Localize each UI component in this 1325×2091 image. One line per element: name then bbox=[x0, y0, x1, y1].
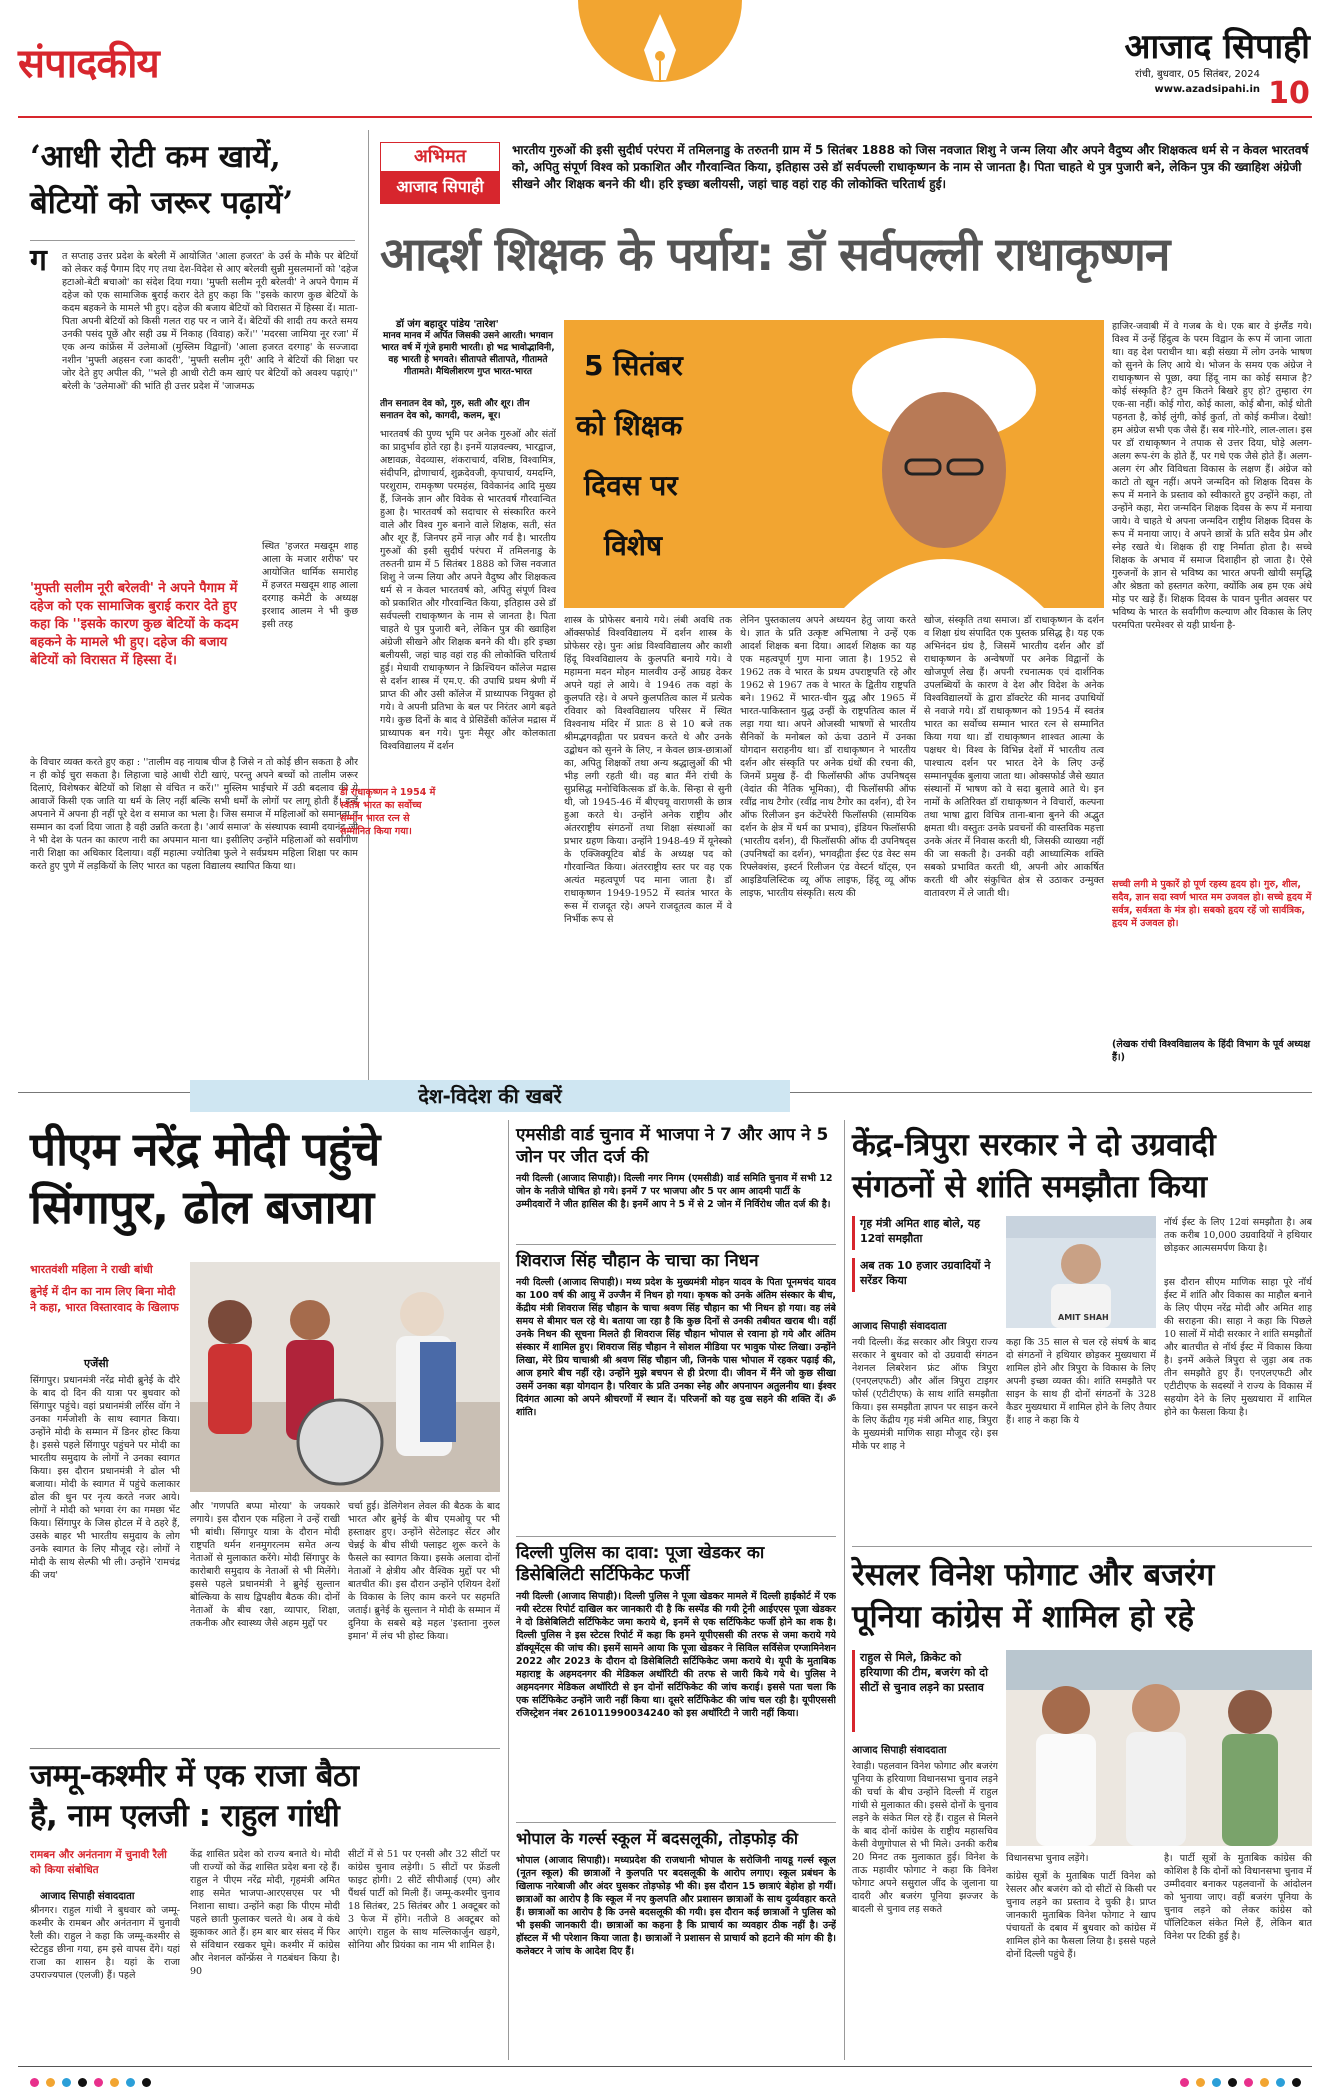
footer-dot bbox=[142, 2078, 151, 2087]
rahul-byline: आजाद सिपाही संवाददाता bbox=[40, 1891, 135, 1902]
footer-dot bbox=[1260, 2078, 1269, 2087]
abhimat-verse2: तीन सनातन देव को, गुरु, सती और शूर। तीन सनातन देव को, कागदी, कलम, बूर। bbox=[380, 399, 530, 421]
vinesh-side-box: राहुल से मिले, क्रिकेट को हरियाणा की टीम, बजरंग को दो सीटों से चुनाव लड़ने का प्रस्ताव bbox=[852, 1650, 998, 1732]
tripura-side-box1: गृह मंत्री अमित शाह बोले, यह 12वां समझौता bbox=[852, 1216, 998, 1250]
abhimat-label-bottom: आजाद सिपाही bbox=[381, 171, 499, 203]
footer-dots-right bbox=[1180, 2072, 1308, 2091]
khedkar-body: नयी दिल्ली (आजाद सिपाही)। दिल्ली पुलिस ने पूजा खेडकर मामले में दिल्ली हाईकोर्ट में एक नयी स्टेटस रिपोर्ट दाखिल कर जानकारी दी है कि सस्पेंड की गयी ट्रेनी आईएएस पूजा खेडकर ने दो डिसेबिलिटी सर्टिफिकेट जमा कराये थे, इनमें से एक सर्टिफिकेट फर्जी होने का शक है। दिल्ली पुलिस ने इस स्टेटस रिपोर्ट में कहा कि हमने यूपीएससी की तरफ से जमा कराये गये डॉक्यूमेंट्स की जांच की। इसमें सामने आया कि पूजा खेडकर ने सिविल सर्विसेज एग्जामिनेशन 2022 और 2023 के दौरान दो डिसेबिलिटी सर्टिफिकेट जमा कराये थे। यूपी के मुताबिक महाराष्ट्र के अहमदनगर की मेडिकल अथॉरिटी की तरफ से जारी किये गये थे। पुलिस ने अहमदनगर मेडिकल अथॉरिटी से इन दोनों सर्टिफिकेट की जांच कराई। इससे पता चला कि एक सर्टिफिकेट उन्होंने जारी नहीं किया था। दूसरे सर्टिफिकेट की जांच चल रही है। यूपीएससी रजिस्ट्रेशन नंबर 261011990034240 को इस अथॉरिटी ने जारी नहीं किया। bbox=[516, 1591, 836, 1719]
modi-body3: चर्चा हुई। डेलिगेशन लेवल की बैठक के बाद भारत और ब्रुनेई के बीच एमओयू पर भी हस्ताक्षर हुए। उन्होंने सेटेलाइट सेंटर और चेन्नई के बीच सीधी फ्लाइट शुरू करने के फैसले का स्वागत किया। इसके अलावा दोनों नेताओं ने क्षेत्रीय और वैश्विक मुद्दों पर भी बातचीत की। इस दौरान उन्होंने एशियन देशों के विकास के लिए काम करने पर सहमति जताई। ब्रुनेई के सुल्तान ने मोदी के सम्मान में दुनिया के सबसे बड़े महल 'इस्ताना नुरुल इमान' में लंच भी होस्ट किया। bbox=[348, 1501, 500, 1642]
modi-agency: एजेंसी bbox=[84, 1357, 109, 1370]
abhimat-col1: भारतवर्ष की पुण्य भूमि पर अनेक गुरुओं और संतों का प्रादुर्भाव होते रहा है। इनमें याज्ञवल्क्य, भारद्वाज, अष्टावक्र, वेदव्यास, शंकराचार्य, वशिष्ठ, विश्वामित्र, संदीपनि, द्रोणाचार्य, शुक्रदेवजी, कृपाचार्य, यमदग्नि, परशुराम, रामकृष्ण परमहंस, विवेकानंद आदि मुख्य हैं, जिनके ज्ञान और विवेक से भारतवर्ष गौरवान्वित हुआ है। भारतवर्ष को सदाचार से संस्कारित करने वाले और विश्व गुरु बनाने वाले शिक्षक, सती, संत और शूर हैं, जिनपर हमें नाज़ और गर्व है। भारतीय गुरुओं की इसी सुदीर्घ परंपरा में तमिलनाडु के तरुतनी ग्राम में 5 सितंबर 1888 को जिस नवजात शिशु ने जन्म लिया और अपने वैदुष्य और शिक्षकत्व धर्म से न केवल भारतवर्ष को, अपितु संपूर्ण विश्व को प्रकाशित और गौरवान्वित किया, इतिहास उसे डॉ सर्वपल्ली राधाकृष्णन के नाम से जानता है। पिता चाहते थे पुत्र पुजारी बने, लेकिन पुत्र की ख्वाहिश अंग्रेजी सीखने और शिक्षक बनने की थी। हरि इच्छा बलीयसी, जहां चाह वहां राह की लोकोक्ति चरितार्थ हुई। मेधावी राधाकृष्णन ने क्रिश्चियन कॉलेज मद्रास से दर्शन शास्त्र में एम.ए. की उपाधि प्रथम श्रेणी में प्राप्त की और उसी कॉलेज में प्राध्यापक नियुक्त हो गये। वे अपनी प्रतिभा के बल पर निरंतर आगे बढ़ते गये। कुछ दिनों के बाद वे प्रेसिडेंसी कॉलेज मद्रास में प्राध्यापक बन गये। पुनः मैसूर और कोलकाता विश्वविद्यालय में दर्शन bbox=[380, 429, 556, 752]
tripura-col1: नयी दिल्ली। केंद्र सरकार और त्रिपुरा राज्य सरकार ने बुधवार को दो उग्रवादी संगठन नेशनल लिबरेशन फ्रंट ऑफ त्रिपुरा (एनएलएफटी) और ऑल त्रिपुरा टाइगर फोर्स (एटीटीएफ) के साथ शांति समझौता किया। इस समझौता ज्ञापन पर साइन करने के लिए केंद्रीय गृह मंत्री अमित शाह, त्रिपुरा के मुख्यमंत्री माणिक साहा मौजूद रहे। इस मौके पर शाह ने bbox=[852, 1337, 998, 1452]
footer-dot bbox=[1292, 2078, 1301, 2087]
page-number: 10 bbox=[1268, 76, 1310, 111]
modi-subhead: ब्रुनेई में दीन का नाम लिए बिना मोदी ने कहा, भारत विस्तारवाद के खिलाफ bbox=[30, 1285, 179, 1314]
rahul-col3: सीटों में से 51 पर एनसी और 32 सीटों पर कांग्रेस चुनाव लड़ेगी। 5 सीटों पर फ्रेंडली फाइट होगी। 2 सीटें सीपीआई (एम) और पैंथर्स पार्टी को मिली हैं। जम्मू-कश्मीर चुनाव 18 सितंबर, 25 सितंबर और 1 अक्टूबर को 3 फेज में होंगे। नतीजे 8 अक्टूबर को आएंगे। राहुल के साथ मल्लिकार्जुन खड़गे, सोनिया और प्रियंका का नाम भी शामिल है। bbox=[348, 1849, 500, 1951]
khedkar-headline: दिल्ली पुलिस का दावा: पूजा खेडकर का डिसेबिलिटी सर्टिफिकेट फर्जी bbox=[516, 1543, 765, 1585]
modi-headline bbox=[30, 1120, 500, 1236]
footer-dot bbox=[78, 2078, 87, 2087]
tripura-col3: इस दौरान सीएम माणिक साहा पूरे नॉर्थ ईस्ट में शांति और विकास का माहौल बनाने के लिए पीएम नरेंद्र मोदी और अमित शाह की सराहना की। साहा ने कहा कि पिछले 10 सालों में मोदी सरकार ने शांति समझौतों और बातचीत से नॉर्थ ईस्ट में विकास किया है। इनमें अकेले त्रिपुरा से जुड़ा अब तक तीन समझौते हुए हैं। एनएलएफटी और एटीटीएफ के सदस्यों ने राज्य के विकास में सहयोग देने के लिए मुख्यधारा में शामिल होने का फैसला किया है। bbox=[1164, 1277, 1312, 1418]
footer-dot bbox=[1276, 2078, 1285, 2087]
footer-dots-left bbox=[30, 2072, 158, 2091]
abhimat-headline: आदर्श शिक्षक के पर्याय: डॉ सर्वपल्ली राधाकृष्णन bbox=[380, 227, 1170, 281]
mcd-headline: एमसीडी वार्ड चुनाव में भाजपा ने 7 और आप ने 5 जोन पर जीत दर्ज की bbox=[516, 1125, 829, 1167]
abhimat-col2: शास्त्र के प्रोफेसर बनाये गये। लंबी अवधि तक ऑक्सफोर्ड विश्वविद्यालय में दर्शन शास्त्र के प्रोफेसर रहे। पुनः आंध्र विश्वविद्यालय और काशी हिंदू विश्वविद्यालय के कुलपति बनाये गये। वे महामना मदन मोहन मालवीय उन्हें आग्रह देकर अपने यहां ले आये। वे 1946 तक वहां के कुलपति रहे। वे अपने कुलपतित्व काल में प्रत्येक रविवार को विश्वविद्यालय परिसर में स्थित विश्वनाथ मंदिर में प्रातः 8 से 10 बजे तक श्रीमद्भगवद्गीता पर प्रवचन करते थे और उनके उद्बोधन को सुनने के लिए, न केवल छात्र-छात्राओं का, अपितु शिक्षकों तथा अन्य श्रद्धालुओं की भी भीड़ लगी रहती थी। वह बात मैंने रांची के सुप्रसिद्ध मनोचिकित्सक डॉ के.के. सिन्हा से सुनी थी, जो 1945-46 में बीएचयू वाराणसी के छात्र हुआ करते थे। उन्होंने अनेक राष्ट्रीय और अंतरराष्ट्रीय संगठनों तथा शिक्षा संस्थाओं का प्रभार ग्रहण किया। उन्होंने 1948-49 में यूनेस्को के एक्जिक्यूटिव बोर्ड के अध्यक्ष पद को गौरवान्वित किया। अंतरराष्ट्रीय स्तर पर वह एक अत्यंत महत्वपूर्ण पद माना जाता है। डॉ राधाकृष्णन 1949-1952 में स्वतंत्र भारत के रूस में राजदूत रहे। अपने राजदूतत्व काल में वे निर्भीक रूप से bbox=[564, 615, 732, 925]
rahul-headline-line1: जम्मू-कश्मीर में एक राजा बैठा bbox=[30, 1758, 359, 1794]
editorial-headline bbox=[30, 134, 360, 226]
news-band: देश-विदेश की खबरें bbox=[190, 1080, 790, 1112]
footer-dot bbox=[46, 2078, 55, 2087]
poster-line4: विशेष bbox=[604, 529, 663, 562]
poster-line3: दिवस पर bbox=[584, 469, 678, 502]
bhopal-headline: भोपाल के गर्ल्स स्कूल में बदसलूकी, तोड़फोड़ की bbox=[516, 1829, 799, 1848]
tripura-headline-line2: संगठनों से शांति समझौता किया bbox=[852, 1169, 1208, 1205]
modi-headline-line2: सिंगापुर, ढोल बजाया bbox=[30, 1180, 374, 1234]
abhimat-col4: खोज, संस्कृति तथा समाज। डॉ राधाकृष्णन के दर्शन व शिक्षा ग्रंथ संपादित एक पुस्तक प्रसिद्ध है। यह एक अभिनंदन ग्रंथ है, जिसमें भारतीय दर्शन और डॉ राधाकृष्णन के अन्वेषणों पर अनेक विद्वानों के खोजपूर्ण लेख हैं। अपनी रचनात्मक एवं दार्शनिक उपलब्धियों के कारण वे देश और विदेश के अनेक विश्वविद्यालयों के द्वारा डॉक्टरेट की मानद उपाधियों से नवाजे गये। डॉ राधाकृष्णन को 1954 में स्वतंत्र भारत का सर्वोच्च सम्मान भारत रत्न से सम्मानित किया गया था। डॉ राधाकृष्णन शाश्वत आत्मा के पक्षधर थे। विश्व के विभिन्न देशों में भारतीय तत्व पाश्चात्य दर्शन पर भारत देने के लिए उन्हें सम्मानपूर्वक बुलाया जाता था। ओक्सफोर्ड जैसे ख्यात संस्थानों में भाषण को वे सदा बुलावे आते थे। इन नामों के अतिरिक्त डॉ राधाकृष्णन ने विचारों, कल्पना तथा भाषा द्वारा विचित्र ताना-बाना बुनने की अद्भुत क्षमता थी। वस्तुतः उनके प्रवचनों की वास्तविक महत्ता उनके अंतर में निवास करती थी, जिसकी व्याख्या नहीं की जा सकती है। उनकी वही आध्यात्मिक शक्ति सबको प्रभावित करती थी, अपनी ओर आकर्षित करती थी और संकुचित क्षेत्र से उठाकर उन्मुक्त वातावरण में ले जाती थी। bbox=[924, 615, 1104, 899]
modi-body2: और 'गणपति बप्पा मोरया' के जयकारे लगाये। इस दौरान एक महिला ने उन्हें राखी भी बांधी। सिंगापुर यात्रा के दौरान मोदी राष्ट्रपति थर्मन शनमुगरत्नम समेत अन्य नेताओं से मुलाकात करेंगे। मोदी सिंगापुर के कारोबारी समुदाय के नेताओं से भी मिलेंगे। इससे पहले प्रधानमंत्री ने ब्रुनेई सुल्तान बोल्किया के साथ द्विपक्षीय बैठक की। दोनों नेताओं के बीच रक्षा, व्यापार, शिक्षा, तकनीक और स्वास्थ्य जैसे अहम मुद्दों पर bbox=[190, 1501, 340, 1629]
tripura-headline bbox=[852, 1124, 1312, 1208]
website: www.azadsipahi.in bbox=[1154, 84, 1260, 95]
vinesh-headline-line1: रेसलर विनेश फोगाट और बजरंग bbox=[852, 1557, 1215, 1593]
footer-dot bbox=[1212, 2078, 1221, 2087]
footer-dot bbox=[126, 2078, 135, 2087]
abhimat-intro: भारतीय गुरुओं की इसी सुदीर्घ परंपरा में तमिलनाडु के तरुतनी ग्राम में 5 सितंबर 1888 को जिस नवजात शिशु ने जन्म लिया और अपने वैदुष्य और शिक्षकत्व धर्म से न केवल भारतवर्ष को, अपितु संपूर्ण विश्व को प्रकाशित और गौरवान्वित किया, इतिहास उसे डॉ सर्वपल्ली राधाकृष्णन के नाम से जानता है। पिता चाहते थे पुत्र पुजारी बने, लेकिन पुत्र की ख्वाहिश अंग्रेजी सीखने और शिक्षक बनने की थी। हरि इच्छा बलीयसी, जहां चाह वहां राह की लोकोक्ति चरितार्थ हुई। bbox=[512, 143, 1309, 191]
abhimat-col5: हाजिर-जवाबी में वे गजब के थे। एक बार वे इंग्लैंड गये। विश्व में उन्हें हिंदुत्व के परम विद्वान के रूप में जाना जाता था। वह देश पराधीन था। बड़ी संख्या में लोग उनके भाषण को सुनने के लिए आये थे। भोजन के समय एक अंग्रेज ने राधाकृष्णन से पूछा, क्या हिंदू नाम का कोई समाज है? कोई संस्कृति है? तुम कितने बिखरे हुए हो? तुम्हारा रंग एक-सा नहीं। कोई गोरा, कोई काला, कोई बौना, कोई धोती पहनता है, कोई लुंगी, कोई कुर्ता, तो कोई कमीज। देखो! हम अंग्रेज सभी एक जैसे हैं। सब गोरे-गोरे, लाल-लाल। इस पर डॉ राधाकृष्णन ने तपाक से उत्तर दिया, घोड़े अलग-अलग रूप-रंग के होते हैं, पर गधे एक जैसे होते हैं। अलग-अलग रंग और विविधता विकास के लक्षण हैं। अंग्रेज को काटो तो खून नहीं। अपने जन्मदिन को शिक्षक दिवस के रूप में मनाने के प्रस्ताव को स्वीकारते हुए उन्होंने कहा, तो उन्होंने कहा, मेरा जन्मदिन शिक्षक दिवस के रूप में मनाया जाये। वे चाहते थे अपना जन्मदिन राष्ट्रीय शिक्षक दिवस के रूप में मनाया जाए। वे अपने छात्रों के प्रति सदैव प्रेम और स्नेह रखते थे। शिक्षक ही राष्ट्र निर्माता होता है। सच्चे शिक्षक के अभाव में समाज दिशाहीन हो जाता है। ऐसे गुरुजनों के ज्ञान से भविष्य का भारत अपनी खोयी समृद्धि और श्रेष्ठता को हस्तगत करेगा, क्योंकि अब हम एक अंधे मोड़ पर खड़े हैं। शिक्षक दिवस के पावन पुनीत अवसर पर भविष्य के भारत के सर्वांगीण कल्याण और विकास के लिए परमपिता परमेश्वर से यही प्रार्थना है- bbox=[1112, 321, 1312, 631]
paper-name: आजाद सिपाही bbox=[1124, 27, 1310, 67]
abhimat-verse: मानव मानव में अर्पित जिसकी उसने आरती। भगवान भारत वर्ष में गूंजे हमारी भारती। हो भद्र भावोद्भाविनी, वह भारती हे भगवते। सीतापते सीतापते, गीतामते गीतामते। मैथिलीशरण गुप्त भारत-भारत bbox=[381, 331, 555, 377]
footer-dot bbox=[1228, 2078, 1237, 2087]
rahul-subhead: रामबन और अनंतनाग में चुनावी रैली को किया संबोधित bbox=[30, 1849, 167, 1876]
shivraj-body: नयी दिल्ली (आजाद सिपाही)। मध्य प्रदेश के मुख्यमंत्री मोहन यादव के पिता पूनमचंद यादव का 100 वर्ष की आयु में उज्जैन में निधन हो गया। कृषक को उनके अंतिम संस्कार के बीच, केंद्रीय मंत्री शिवराज सिंह चौहान के चाचा श्रवण सिंह चौहान का भी निधन हो गया। वह लंबे समय से बीमार चल रहे थे। बताया जा रहा है कि कुछ दिनों से उनकी तबीयत खराब थी। वहीं उनके निधन की सूचना मिलते ही शिवराज सिंह चौहान भोपाल से रवाना हो गये और अंतिम संस्कार में शामिल हुए। शिवराज सिंह चौहान ने सोशल मीडिया पर भावुक पोस्ट लिखा। उन्होंने लिखा, मेरे प्रिय चाचाश्री श्री श्रवण सिंह चौहान जी, जिनके पास भोपाल में रहकर पढ़ाई की, आज हमारे बीच नहीं रहे। उन्होंने मुझे बचपन से ही प्रेरणा दी। जीवन में मैंने जो कुछ सीखा उसमें उनका बड़ा योगदान है। परिवार के प्रति उनका स्नेह और अपनापन अतुलनीय था। ईश्वर दिवंगत आत्मा को अपने श्रीचरणों में स्थान दें। परिजनों को यह दुख सहने की शक्ति दें। ॐ शांति। bbox=[516, 1277, 836, 1418]
abhimat-label-top: अभिमत bbox=[413, 146, 467, 167]
editorial-para1: त सप्ताह उत्तर प्रदेश के बरेली में आयोजित 'आला हजरत' के उर्स के मौके पर बेटियों को लेकर कई पैगाम दिए गए तथा देश-विदेश से आए बरेलवी सुन्नी मुसलमानों को 'दहेज हटाओ-बेटी बचाओ' का संदेश दिया गया। 'मुफ्ती सलीम नूरी बरेलवी' ने अपने पैगाम में दहेज को एक सामाजिक बुराई करार देते हुए कहा कि ''इसके कारण कुछ बेटियों के कदम बहकने के मामले भी हुए। दहेज की बजाय बेटियों को विरासत में हिस्सा दें। माता-पिता अपनी बेटियों को किसी गलत राह पर न जाने दें। बेटियों की शादी तय करते समय उनकी पसंद पूछें और सही उम्र में निकाह (विवाह) करें।'' 'मदरसा जामिया नूर रजा' में एक अन्य कांफ्रेंस में उलेमाओं (मुस्लिम विद्वानों) 'आला हजरत दरगाह' के सज्जादा नशीन 'मुफ्ती अहसन रजा कादरी', 'मुफ्ती सलीम नूरी' आदि ने बेटियों की शिक्षा पर जोर देते हुए अपील की, ''भले ही आधी रोटी कम खाएं पर बेटियों को अवश्य पढ़ाएं।'' बरेली के 'उलेमाओं' की भांति ही उत्तर प्रदेश में 'जाजमऊ bbox=[62, 251, 358, 392]
editorial-headline-line1: ‘आधी रोटी कम खायें, bbox=[30, 139, 281, 175]
vinesh-headline bbox=[852, 1554, 1312, 1638]
modi-photo bbox=[190, 1262, 500, 1492]
abhimat-author: डॉ जंग बहादुर पांडेय 'तारेश' bbox=[396, 319, 499, 330]
dropcap: ग bbox=[30, 243, 47, 278]
tripura-col2: कहा कि 35 साल से चल रहे संघर्ष के बाद दो संगठनों ने हथियार छोड़कर मुख्यधारा में शामिल होने और त्रिपुरा के विकास के लिए अपनी इच्छा व्यक्त की। शांति समझौते पर साइन के साथ ही दोनों संगठनों के 328 कैडर मुख्यधारा में शामिल होने के लिए तैयार हैं। शाह ने कहा कि ये bbox=[1006, 1337, 1156, 1426]
pen-nib-logo bbox=[570, 0, 750, 110]
abhimat-verse-end: सच्ची लगी मे पुकारें हो पूर्ण रहस्य हृदय हो। गुरु, शील, सदैव, ज्ञान सदा स्वर्ण भारत मम उजवल हो। सच्चे हृदय में सर्वत्र, सर्वत्रता के मंत्र हो। सबको हृदय रहें जो सार्वत्रिक, हृदय में उजवल हो। bbox=[1112, 879, 1312, 929]
rahul-headline-line2: है, नाम एलजी : राहुल गांधी bbox=[30, 1798, 340, 1834]
amit-shah-caption: AMIT SHAH bbox=[1058, 1313, 1109, 1322]
footer-dot bbox=[1180, 2078, 1189, 2087]
tripura-side-box2: अब तक 10 हजार उग्रवादियों ने सरेंडर किया bbox=[852, 1258, 998, 1292]
date-line: रांची, बुधवार, 05 सितंबर, 2024 bbox=[1135, 69, 1260, 80]
teachers-day-poster bbox=[564, 320, 1104, 608]
rahul-col2: केंद्र शासित प्रदेश को राज्य बनाते थे। मोदी जी राज्यों को केंद्र शासित प्रदेश बना रहे हैं। राहुल ने पीएम नरेंद्र मोदी, गृहमंत्री अमित शाह समेत भाजपा-आरएसएस पर भी निशाना साधा। उन्होंने कहा कि पीएम मोदी पहले छाती फुलाकर चलते थे। अब वे कंधे झुकाकर आते हैं। हम बार बार संसद में फिर से संविधान रखकर घूमे। कश्मीर में कांग्रेस और नेशनल कॉन्फ्रेंस ने गठबंधन किया है। 90 bbox=[190, 1849, 340, 1977]
editorial-para2: के विचार व्यक्त करते हुए कहा : ''तालीम वह नायाब चीज है जिसे न तो कोई छीन सकता है और न ही कोई चुरा सकता है। लिहाजा चाहे आधी रोटी खाएं, परन्तु अपने बच्चों को तालीम जरूर दिलाएं, विशेषकर बेटियों को शिक्षा से वंचित न करें।'' मुस्लिम भाईचारे में उठी बदलाव की ये आवाजें किसी एक जाति या धर्म के लिए नहीं बल्कि सभी धर्मों के लोगों पर लागू होती हैं। इन्हें अपनाने में अपना ही नहीं पूरे देश व समाज का भला है। जिस समाज में महिलाओं को समानता व सम्मान का दर्जा दिया जाता है वही उन्नति करता है। 'आर्य समाज' के संस्थापक स्वामी दयानंद जी ने भी देश के पतन का कारण नारी का अपमान माना था। इसीलिए उन्होंने महिलाओं को सर्वांगीण नारी शिक्षा का अधिकार दिलाया। वहीं महात्मा ज्योतिबा फुले ने सर्वप्रथम महिला शिक्षा पर काम करते हुए पुणे में लड़कियों के लिए भारत का पहला विद्यालय स्थापित किया था। bbox=[30, 757, 358, 872]
mcd-body: नयी दिल्ली (आजाद सिपाही)। दिल्ली नगर निगम (एमसीडी) वार्ड समिति चुनाव में सभी 12 जोन के नतीजे घोषित हो गये। इनमें 7 पर भाजपा और 5 पर आम आदमी पार्टी के उम्मीदवारों ने जीत हासिल की है। इनमें आप ने 5 में से 2 जोन में निर्विरोध जीत दर्ज की है। bbox=[516, 1173, 833, 1210]
footer-dot bbox=[1196, 2078, 1205, 2087]
radhakrishnan-portrait bbox=[784, 320, 1104, 608]
abhimat-author-note: (लेखक रांची विश्वविद्यालय के हिंदी विभाग के पूर्व अध्यक्ष हैं।) bbox=[1112, 1039, 1311, 1063]
amit-shah-photo bbox=[1006, 1216, 1156, 1328]
rahul-col1: श्रीनगर। राहुल गांधी ने बुधवार को जम्मू-कश्मीर के रामबन और अनंतनाग में चुनावी रैली की। राहुल ने कहा कि जम्मू-कश्मीर से स्टेटहुड छीना गया, हम इसे वापस देंगे। यहां राजा का शासन है। यहां के राजा उपराज्यपाल (एलजी) हैं। पहले bbox=[30, 1905, 180, 1981]
tripura-byline: आजाद सिपाही संवाददाता bbox=[852, 1321, 947, 1332]
footer-dot bbox=[1244, 2078, 1253, 2087]
editorial-headline-line2: बेटियों को जरूर पढ़ायें’ bbox=[30, 185, 294, 221]
vinesh-col2: कांग्रेस सूत्रों के मुताबिक पार्टी विनेश को रेसलर और बजरंग को दो सीटों से किसी पर चुनाव लड़ने का प्रस्ताव दे चुकी है। प्राप्त जानकारी मुताबिक विनेश फोगाट ने खाप पंचायतों के दबाव में बुधवार को कांग्रेस में शामिल होने का फैसला लिया है। इससे पहले दोनों दिल्ली पहुंचे हैं। bbox=[1006, 1871, 1156, 1960]
footer-dot bbox=[62, 2078, 71, 2087]
abhimat-side-quote: डॉ राधाकृष्णन ने 1954 में स्वतंत्र भारत का सर्वोच्च सम्मान भारत रत्न से सम्मानित किया गया। bbox=[340, 787, 436, 837]
tripura-headline-line1: केंद्र-त्रिपुरा सरकार ने दो उग्रवादी bbox=[852, 1127, 1216, 1163]
vinesh-col2-top: विधानसभा चुनाव लड़ेंगे। bbox=[1006, 1853, 1089, 1864]
footer-dot bbox=[110, 2078, 119, 2087]
poster-line1: 5 सितंबर bbox=[584, 349, 683, 382]
abhimat-col3: लेनिन पुस्तकालय अपने अध्ययन हेतु जाया करते थे। ज्ञात के प्रति उत्कृष्ट अभिलाषा ने उन्हें एक आदर्श शिक्षक बना दिया। आदर्श शिक्षक का यह एक महत्वपूर्ण गुण माना जाता है। 1952 से 1962 तक वे भारत के प्रथम उपराष्ट्रपति रहे और 1962 से 1967 तक वे भारत के द्वितीय राष्ट्रपति बने। 1962 में भारत-चीन युद्ध और 1965 में भारत-पाकिस्तान युद्ध उन्हीं के राष्ट्रपतित्व काल में लड़ा गया था। अपने ओजस्वी भाषणों से भारतीय सैनिकों के मनोबल को ऊंचा उठाने में उनका योगदान सराहनीय था। डॉ राधाकृष्णन ने भारतीय दर्शन और संस्कृति पर अनेक ग्रंथों की रचना की, जिनमें प्रमुख हैं- दी फिलॉसफी ऑफ उपनिषद्स (वेदांत की नैतिक भूमिका), दी फिलॉसफी ऑफ रवींद्र नाथ टैगोर (रवींद्र नाथ टैगोर का दर्शन), दी रेन ऑफ रिलीजन इन कंटेंपरेरी फिलॉसफी (सामयिक दर्शन के क्षेत्र में धर्म का प्रभाव), इंडियन फिलॉसफी (भारतीय दर्शन), दी फिलॉसफी ऑफ दी उपनिषद्स (उपनिषदों का दर्शन), भगवद्गीता ईस्ट एंड वेस्ट सम रिफ्लेक्शंस, इस्टर्न रिलीजन एंड वेस्टर्न थॉट्स, एन आइडियलिस्टिक व्यू ऑफ लाइफ, हिंदू व्यू ऑफ लाइफ, भारतीय संस्कृति। सत्य की bbox=[740, 615, 916, 899]
abhimat-label bbox=[380, 142, 500, 204]
editorial-para-side: स्थित 'हजरत मखदूम शाह आला के मजार शरीफ' पर आयोजित धार्मिक समारोह में हजरत मखदूम शाह आला दरगाह कमेटी के अध्यक्ष इरशाद आलम ने भी कुछ इसी तरह bbox=[262, 541, 358, 630]
rahul-headline bbox=[30, 1756, 500, 1836]
vinesh-col3: है। पार्टी सूत्रों के मुताबिक कांग्रेस की कोशिश है कि दोनों को विधानसभा चुनाव में उम्मीदवार बनाकर पहलवानों के आंदोलन को भुनाया जाए। वहीं बजरंग पूनिया के चुनाव लड़ने को लेकर कांग्रेस को पॉलिटिकल संकेत मिले हैं, लेकिन बात विनेश पर टिकी हुई है। bbox=[1164, 1853, 1312, 1942]
footer-dot bbox=[30, 2078, 39, 2087]
modi-body1: सिंगापुर। प्रधानमंत्री नरेंद्र मोदी ब्रुनेई के दौरे के बाद दो दिन की यात्रा पर बुधवार को सिंगापुर पहुंचे। वहां प्रधानमंत्री लॉरेंस वोंग ने उनका गर्मजोशी के साथ स्वागत किया। उन्होंने मोदी के सम्मान में डिनर होस्ट किया है। इससे पहले सिंगापुर पहुंचने पर मोदी का भारतीय समुदाय के लोगों ने उनका स्वागत किया। इस दौरान प्रधानमंत्री ने ढोल भी बजाया। मोदी के स्वागत में पहुंचे कलाकार ढोल की धुन पर नृत्य करते नजर आये। लोगों ने मोदी को भगवा रंग का गमछा भेंट किया। सिंगापुर के जिस होटल में वे ठहरे हैं, उसके बाहर भी भारतीय समुदाय के लोग उनके स्वागत के लिए मौजूद रहे। लोगों ने मोदी के साथ सेल्फी भी ली। उन्होंने 'रामचंद्र की जय' bbox=[30, 1375, 180, 1581]
wrestlers-photo bbox=[1006, 1650, 1312, 1846]
footer-dot bbox=[94, 2078, 103, 2087]
tripura-col3-top: नॉर्थ ईस्ट के लिए 12वां समझौता है। अब तक करीब 10,000 उग्रवादियों ने हथियार छोड़कर आत्मसमर्पण किया है। bbox=[1164, 1217, 1312, 1254]
vinesh-byline: आजाद सिपाही संवाददाता bbox=[852, 1745, 947, 1756]
modi-caption: भारतवंशी महिला ने राखी बांधी bbox=[30, 1263, 153, 1276]
modi-headline-line1: पीएम नरेंद्र मोदी पहुंचे bbox=[30, 1122, 380, 1176]
bhopal-body: भोपाल (आजाद सिपाही)। मध्यप्रदेश की राजधानी भोपाल के सरोजिनी नायडू गर्ल्स स्कूल (नूतन स्कूल) की छात्राओं ने कुलपति पर बदसलूकी के आरोप लगाए। स्कूल प्रबंधन के खिलाफ नारेबाजी और अंदर घुसकर तोड़फोड़ भी की। इस दौरान 15 छात्राएं बेहोश हो गयीं। छात्राओं का आरोप है कि स्कूल में नए कुलपति और प्रशासन छात्राओं के साथ दुर्व्यवहार करते हैं। छात्राओं का आरोप है कि उनसे बदसलूकी की गयी। इस दौरान कई छात्राओं ने पुलिस को भी इसकी जानकारी दी। छात्राओं का कहना है कि प्राचार्य का व्यवहार ठीक नहीं है। उन्हें हॉस्टल में भी परेशान किया जाता है। छात्राओं ने प्रशासन से प्राचार्य को हटाने की मांग की है। कलेक्टर ने जांच के आदेश दिए हैं। bbox=[516, 1855, 836, 1957]
poster-line2: को शिक्षक bbox=[576, 409, 683, 442]
shivraj-headline: शिवराज सिंह चौहान के चाचा का निधन bbox=[516, 1251, 759, 1271]
vinesh-col1: रेवाड़ी। पहलवान विनेश फोगाट और बजरंग पूनिया के हरियाणा विधानसभा चुनाव लड़ने की चर्चा के बीच उन्होंने दिल्ली में राहुल गांधी से मुलाकात की। इससे दोनों के चुनाव लड़ने के संकेत मिल रहे हैं। राहुल से मिलने के बाद दोनों कांग्रेस के राष्ट्रीय महासचिव केसी वेणुगोपाल से भी मिले। उनकी करीब 20 मिनट तक मुलाकात हुई। विनेश के ताऊ महावीर फोगाट ने कहा कि विनेश फोगाट अपने ससुराल जींद के जुलाना या दादरी और बजरंग पूनिया झज्जर के बादली से चुनाव लड़ सकते bbox=[852, 1761, 998, 1915]
vinesh-headline-line2: पूनिया कांग्रेस में शामिल हो रहे bbox=[852, 1599, 1194, 1635]
editorial-pullquote: 'मुफ्ती सलीम नूरी बरेलवी' ने अपने पैगाम में दहेज को एक सामाजिक बुराई करार देते हुए कहा कि ''इसके कारण कुछ बेटियों के कदम बहकने के मामले भी हुए। दहेज की बजाय बेटियों को विरासत में हिस्सा दें। bbox=[30, 581, 239, 668]
section-title: संपादकीय bbox=[18, 41, 159, 87]
